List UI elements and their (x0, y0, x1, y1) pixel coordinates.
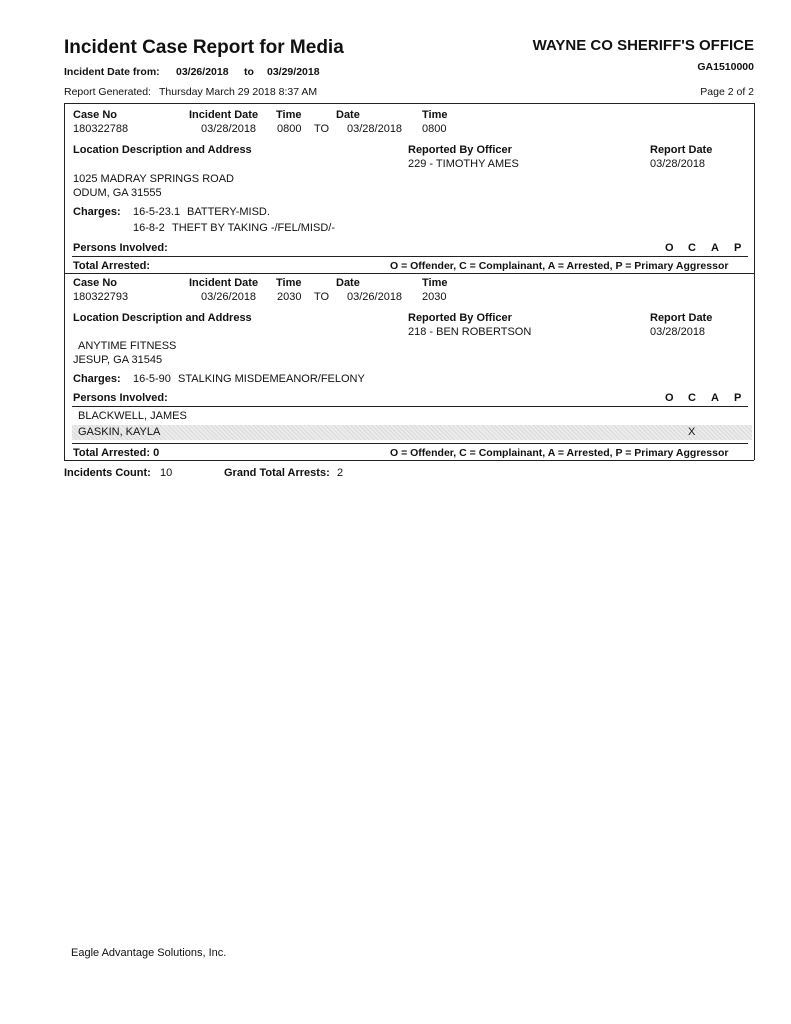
time-from-label: Time (276, 277, 302, 289)
time-to-label: Time (422, 277, 448, 289)
date-to: 03/28/2018 (347, 123, 403, 135)
incident-date-label: Incident Date (189, 109, 259, 121)
time-from: 0800 (277, 123, 302, 135)
location-label: Location Description and Address (73, 144, 252, 156)
reported-by-label: Reported By Officer (408, 144, 512, 156)
date-to-label: to (244, 66, 254, 78)
incidents-count-label: Incidents Count: (64, 467, 151, 479)
report-title: Incident Case Report for Media (64, 37, 344, 58)
complainant-col: C (688, 392, 696, 404)
charges-label: Charges: (73, 206, 121, 218)
date-range-label: Incident Date from: (64, 66, 160, 78)
incident-date: 03/28/2018 (201, 123, 257, 135)
report-date-label: Report Date (650, 312, 713, 324)
time-to-label: Time (422, 109, 448, 121)
grand-total-arrests-label: Grand Total Arrests: (224, 467, 330, 479)
date-to: 03/26/2018 (347, 291, 403, 303)
report-date: 03/28/2018 (650, 158, 706, 170)
charge-code: 16-5-90 (133, 373, 171, 385)
persons-involved-label: Persons Involved: (73, 242, 168, 254)
time-from: 2030 (277, 291, 302, 303)
charge-code: 16-8-2 (133, 222, 165, 234)
persons-end-divider (72, 443, 748, 444)
date-from: 03/26/2018 (176, 66, 229, 78)
arrested-col: A (711, 242, 719, 254)
primary-aggressor-col: P (734, 242, 742, 254)
time-from-label: Time (276, 109, 302, 121)
address-line-1: 1025 MADRAY SPRINGS ROAD (73, 173, 234, 185)
incident-separator (64, 273, 754, 274)
incident-date: 03/26/2018 (201, 291, 257, 303)
total-arrested: Total Arrested: 0 (73, 447, 160, 459)
agency-ori: GA1510000 (697, 61, 754, 73)
report-generated: Thursday March 29 2018 8:37 AM (159, 86, 318, 98)
persons-involved-label: Persons Involved: (73, 392, 168, 404)
address-line-1: ANYTIME FITNESS (78, 340, 177, 352)
frame-left (64, 103, 65, 460)
report-date: 03/28/2018 (650, 326, 706, 338)
address-line-2: JESUP, GA 31545 (73, 354, 163, 366)
arrested-col: A (711, 392, 719, 404)
location-label: Location Description and Address (73, 312, 252, 324)
charge-description: THEFT BY TAKING -/FEL/MISD/- (172, 222, 335, 234)
address-line-2: ODUM, GA 31555 (73, 187, 162, 199)
primary-aggressor-col: P (734, 392, 742, 404)
report-date-label: Report Date (650, 144, 713, 156)
charges-label: Charges: (73, 373, 121, 385)
person-name: GASKIN, KAYLA (78, 426, 161, 438)
role-legend: O = Offender, C = Complainant, A = Arrested, P = Primary Aggressor (390, 260, 729, 272)
reported-by-label: Reported By Officer (408, 312, 512, 324)
time-to: 2030 (422, 291, 447, 303)
date-to-label: Date (336, 277, 360, 289)
person-name: BLACKWELL, JAMES (78, 410, 187, 422)
case-no: 180322793 (73, 291, 129, 303)
to-label: TO (314, 291, 330, 303)
role-legend: O = Offender, C = Complainant, A = Arrested, P = Primary Aggressor (390, 447, 729, 459)
persons-divider (72, 256, 748, 257)
persons-divider (72, 406, 748, 407)
frame-top (64, 103, 754, 104)
reporting-officer: 229 - TIMOTHY AMES (408, 158, 519, 170)
charge-description: STALKING MISDEMEANOR/FELONY (178, 373, 365, 385)
offender-col: O (665, 392, 674, 404)
reporting-officer: 218 - BEN ROBERTSON (408, 326, 532, 338)
complainant-mark: X (688, 426, 696, 438)
total-arrested-label: Total Arrested: (73, 260, 151, 272)
incident-date-label: Incident Date (189, 277, 259, 289)
to-label: TO (314, 123, 330, 135)
incidents-count: 10 (160, 467, 173, 479)
charge-description: BATTERY-MISD. (187, 206, 270, 218)
case-no: 180322788 (73, 123, 129, 135)
vendor-footer: Eagle Advantage Solutions, Inc. (71, 947, 227, 959)
page-number: Page 2 of 2 (700, 86, 754, 98)
case-no-label: Case No (73, 109, 118, 121)
highlighted-person-row (72, 425, 752, 440)
grand-total-arrests: 2 (337, 467, 344, 479)
time-to: 0800 (422, 123, 447, 135)
case-no-label: Case No (73, 277, 118, 289)
frame-right (754, 103, 755, 460)
date-to: 03/29/2018 (267, 66, 320, 78)
frame-bottom (64, 460, 754, 461)
agency-name: WAYNE CO SHERIFF'S OFFICE (532, 37, 754, 54)
report-generated-label: Report Generated: (64, 86, 151, 98)
complainant-col: C (688, 242, 696, 254)
date-to-label: Date (336, 109, 360, 121)
charge-code: 16-5-23.1 (133, 206, 181, 218)
offender-col: O (665, 242, 674, 254)
